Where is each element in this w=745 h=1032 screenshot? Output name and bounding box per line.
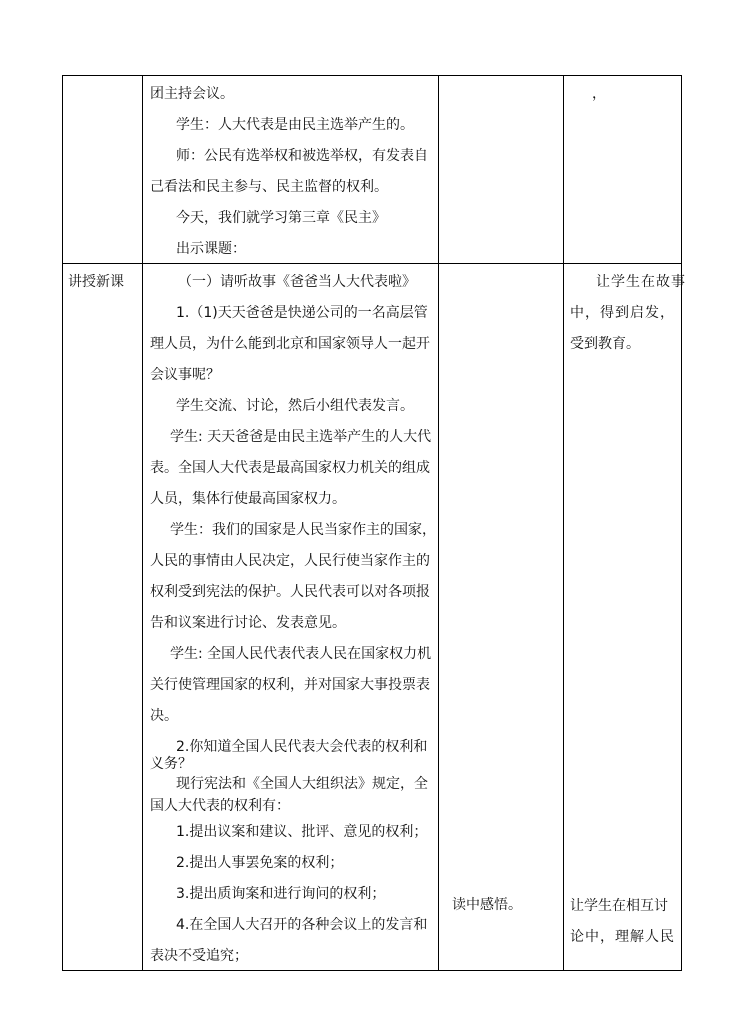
row2-col2-line-21: 3.提出质询案和进行询问的权利； <box>176 886 386 902</box>
row2-col2-line-23: 表决不受追究； <box>150 948 248 964</box>
row2-col2-line-5: 学生: 天天爸爸是由民主选举产生的人大代 <box>170 429 432 445</box>
row1-col2-line-1: 学生：人大代表是由民主选举产生的。 <box>176 117 414 133</box>
row2-col4-line-1: 中，得到启发， <box>570 305 675 321</box>
table-col-divider-2 <box>438 75 439 971</box>
row2-col2-line-9: 人民的事情由人民决定，人民行使当家作主的 <box>150 553 430 569</box>
table-col-divider-3 <box>563 75 564 971</box>
row1-col2-line-5: 出示课题： <box>176 241 246 257</box>
row2-col2-line-16: 义务？ <box>150 756 192 772</box>
row2-col2-line-1: 1.（1)天天爸爸是快递公司的一名高层管 <box>176 305 428 321</box>
row2-col2-line-13: 关行使管理国家的权利，并对国家大事投票表 <box>150 677 430 693</box>
row2-col2-line-18: 国人大代表的权利有： <box>150 798 290 814</box>
row2-col2-line-12: 学生: 全国人民代表代表人民在国家权力机 <box>170 646 432 662</box>
row2-col4-line-4: 论中，理解人民 <box>570 929 675 945</box>
row2-col3-text: 读中感悟。 <box>452 897 522 913</box>
row2-col2-line-15: 2.你知道全国人民代表大会代表的权利和 <box>176 739 428 755</box>
row2-col2-line-22: 4.在全国人大召开的各种会议上的发言和 <box>176 917 428 933</box>
section-label: 讲授新课 <box>68 274 124 290</box>
table-border-top <box>62 75 682 76</box>
table-border-right <box>681 75 682 971</box>
row2-col2-line-3: 会议事呢？ <box>150 367 220 383</box>
row1-col4-text: ， <box>592 86 606 102</box>
row2-col2-line-6: 表。全国人大代表是最高国家权力机关的组成 <box>150 460 430 476</box>
row2-col4-line-3: 让学生在相互讨 <box>570 898 668 914</box>
row2-col2-line-17: 现行宪法和《全国人大组织法》规定，全 <box>176 776 428 792</box>
row1-col2-line-3: 己看法和民主参与、民主监督的权利。 <box>150 179 388 195</box>
row2-col2-line-7: 人员，集体行使最高国家权力。 <box>150 491 346 507</box>
row1-col2-line-2: 师：公民有选举权和被选举权，有发表自 <box>176 148 428 164</box>
table-border-left <box>62 75 63 971</box>
row2-col2-line-10: 权利受到宪法的保护。人民代表可以对各项报 <box>150 584 430 600</box>
row2-col4-line-2: 受到教育。 <box>570 336 640 352</box>
row2-col4-line-0: 让学生在故事 <box>596 274 686 290</box>
row2-col2-line-14: 决。 <box>150 708 178 724</box>
row2-col2-line-8: 学生：我们的国家是人民当家作主的国家， <box>170 522 436 538</box>
table-col-divider-1 <box>142 75 143 971</box>
row2-col2-line-4: 学生交流、讨论，然后小组代表发言。 <box>176 398 414 414</box>
row2-col2-line-19: 1.提出议案和建议、批评、意见的权利； <box>176 824 428 840</box>
row2-col2-line-0: （一）请听故事《爸爸当人大代表啦》 <box>178 274 416 290</box>
row2-col2-line-11: 告和议案进行讨论、发表意见。 <box>150 615 346 631</box>
table-row-divider <box>62 263 682 264</box>
table-border-bottom <box>62 970 682 971</box>
row1-col2-line-4: 今天，我们就学习第三章《民主》 <box>176 210 386 226</box>
row1-col2-line-0: 团主持会议。 <box>150 86 234 102</box>
row2-col2-line-20: 2.提出人事罢免案的权利； <box>176 855 344 871</box>
row2-col2-line-2: 理人员，为什么能到北京和国家领导人一起开 <box>150 336 430 352</box>
